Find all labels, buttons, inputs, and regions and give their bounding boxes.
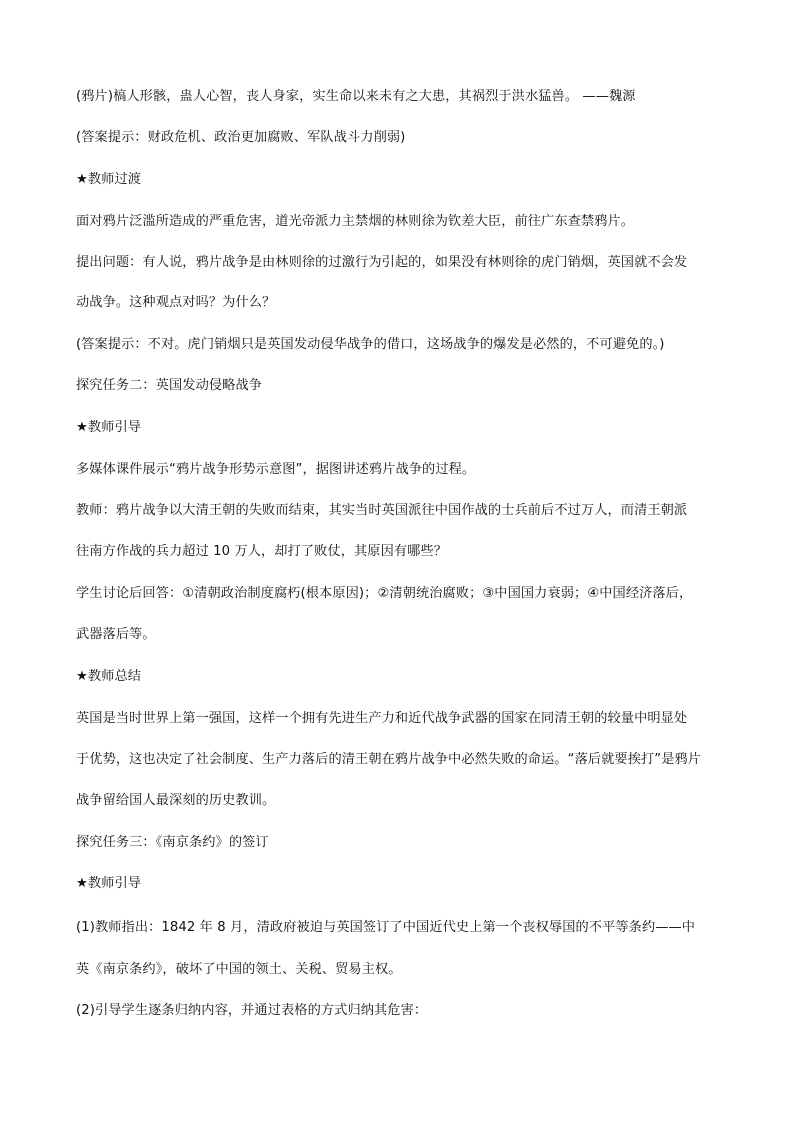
teacher-line-2: 往南方作战的兵力超过 10 万人，却打了败仗，其原因有哪些？ <box>76 544 448 559</box>
task-heading-3: 探究任务三：《南京条约》的签订 <box>76 835 269 850</box>
paragraph-line: 多媒体课件展示“鸦片战争形势示意图”，据图讲述鸦片战争的过程。 <box>76 462 476 477</box>
point-2-line: (2)引导学生逐条归纳内容，并通过表格的方式归纳其危害： <box>76 1003 428 1018</box>
answer-hint-2: (答案提示：不对。虎门销烟只是英国发动侵华战争的借口，这场战争的爆发是必然的，不可避免的。) <box>76 337 665 352</box>
summary-line-3: 战争留给国人最深刻的历史教训。 <box>76 793 276 808</box>
point-1-line-1: (1)教师指出：1842 年 8 月，清政府被迫与英国签订了中国近代史上第一个丧权辱国的不平等条约——中 <box>76 920 696 935</box>
summary-line-1: 英国是当时世界上第一强国，这样一个拥有先进生产力和近代战争武器的国家在同清王朝的较量中明显处 <box>76 711 688 726</box>
task-heading-2: 探究任务二：英国发动侵略战争 <box>76 378 263 393</box>
section-heading-transition: ★教师过渡 <box>76 172 142 187</box>
section-heading-summary: ★教师总结 <box>76 669 142 684</box>
summary-line-2: 于优势，这也决定了社会制度、生产力落后的清王朝在鸦片战争中必然失败的命运。“落后就要挨打”是鸦片 <box>76 752 702 767</box>
quote-line: (鸦片)槁人形骸，蛊人心智，丧人身家，实生命以来未有之大患，其祸烈于洪水猛兽。 ——魏源 <box>76 89 636 104</box>
question-line-2: 动战争。这种观点对吗？为什么？ <box>76 295 276 310</box>
answer-hint-1: (答案提示：财政危机、政治更加腐败、军队战斗力削弱) <box>76 130 406 145</box>
section-heading-guide-2: ★教师引导 <box>76 876 142 891</box>
section-heading-guide-1: ★教师引导 <box>76 420 142 435</box>
teacher-line-1: 教师：鸦片战争以大清王朝的失败而结束，其实当时英国派往中国作战的士兵前后不过万人，而清王朝派 <box>76 503 688 518</box>
paragraph-line: 面对鸦片泛滥所造成的严重危害，道光帝派力主禁烟的林则徐为钦差大臣，前往广东查禁鸦片。 <box>76 214 635 229</box>
question-line-1: 提出问题：有人说，鸦片战争是由林则徐的过激行为引起的，如果没有林则徐的虎门销烟，英国就不会发 <box>76 255 688 270</box>
student-answer-line-1: 学生讨论后回答：①清朝政治制度腐朽(根本原因)；②清朝统治腐败；③中国国力衰弱；④中国经济落后， <box>76 586 693 601</box>
point-1-line-2: 英《南京条约》，破坏了中国的领土、关税、贸易主权。 <box>76 962 402 977</box>
student-answer-line-2: 武器落后等。 <box>76 627 156 642</box>
